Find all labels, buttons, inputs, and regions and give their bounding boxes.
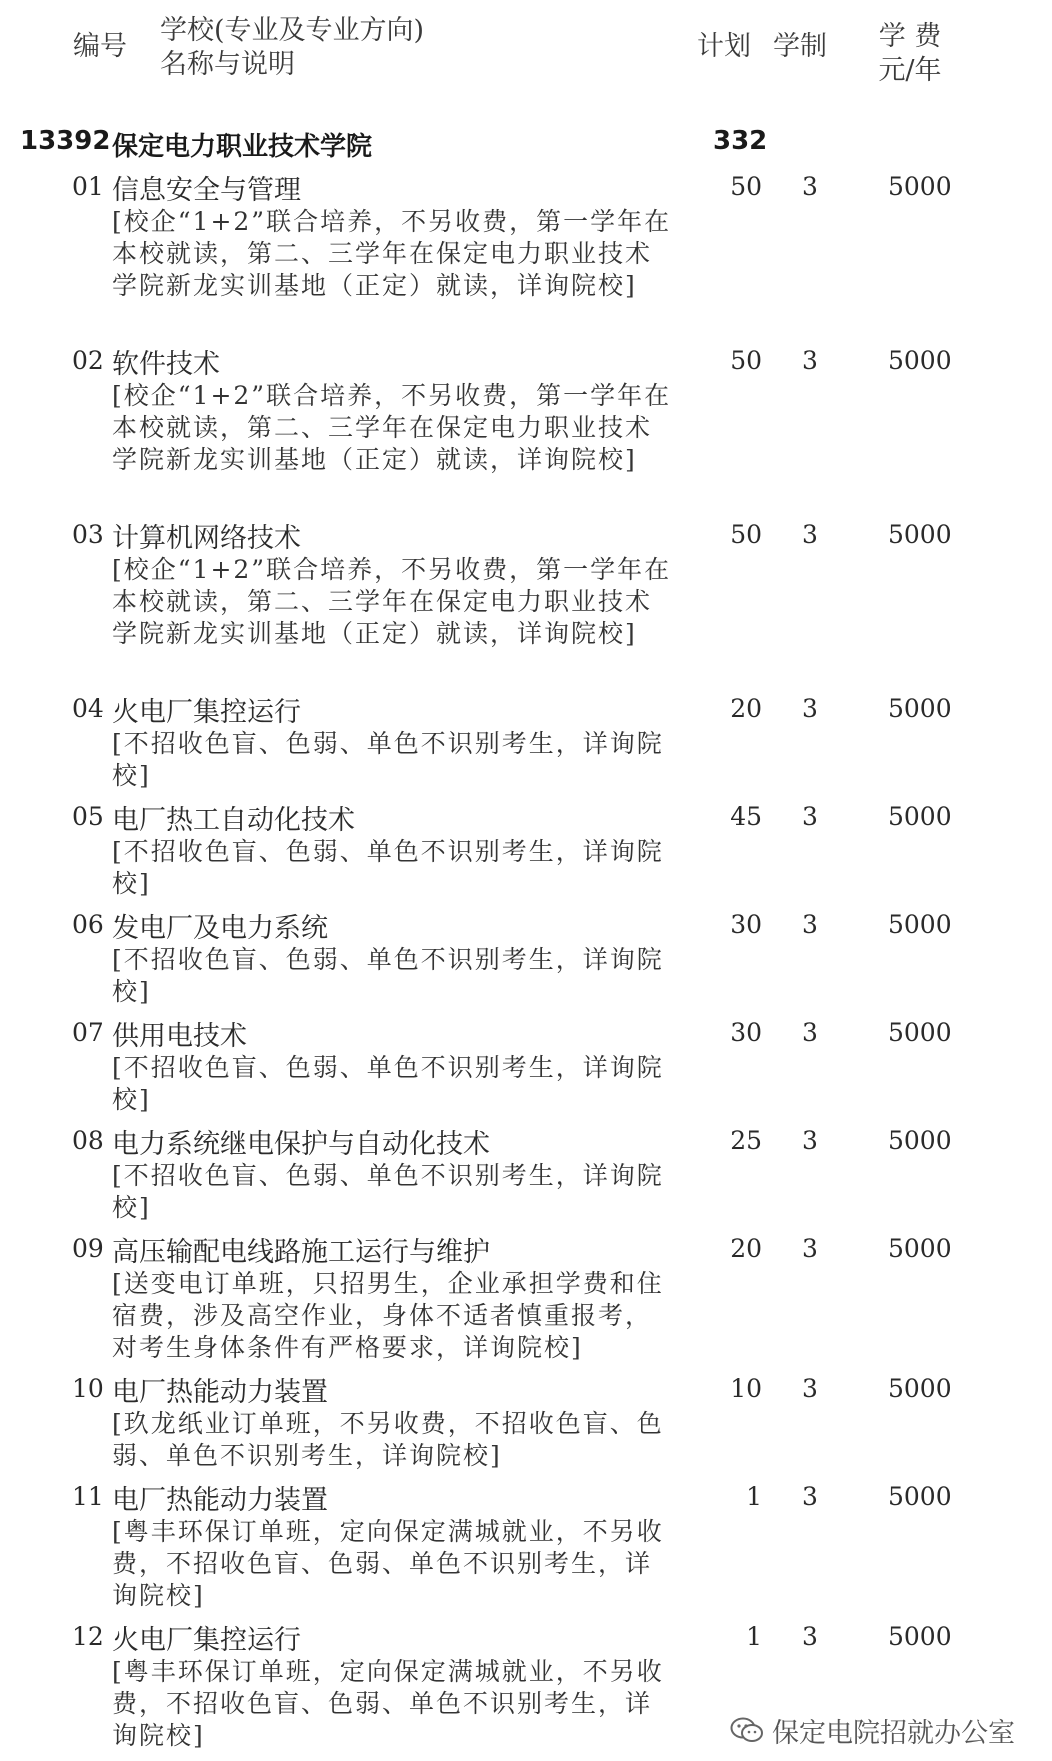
major-name: 电厂热能动力装置 [112, 1377, 328, 1408]
major-years: 3 [802, 1374, 818, 1403]
major-plan: 20 [730, 1234, 762, 1263]
major-name: 高压输配电线路施工运行与维护 [112, 1237, 490, 1268]
major-row [0, 1478, 1052, 1618]
major-plan: 25 [730, 1126, 762, 1155]
major-number: 07 [72, 1018, 104, 1047]
major-row [0, 1230, 1052, 1370]
header-plan: 计划 [697, 31, 751, 62]
major-fee: 5000 [888, 172, 952, 201]
major-years: 3 [802, 346, 818, 375]
major-row [0, 1122, 1052, 1230]
major-note: [送变电订单班，只招男生，企业承担学费和住宿费，涉及高空作业，身体不适者慎重报考，对考生身体条件有严格要求，详询院校] [112, 1269, 664, 1362]
major-years: 3 [802, 1622, 818, 1651]
major-plan: 50 [730, 520, 762, 549]
major-note: [不招收色盲、色弱、单色不识别考生，详询院校] [112, 1053, 664, 1114]
major-plan: 50 [730, 346, 762, 375]
major-number: 10 [72, 1374, 104, 1403]
major-plan: 20 [730, 694, 762, 723]
major-note: [不招收色盲、色弱、单色不识别考生，详询院校] [112, 945, 664, 1006]
major-note: [粤丰环保订单班，定向保定满城就业，不另收费，不招收色盲、色弱、单色不识别考生，详询院校] [112, 1517, 664, 1610]
major-number: 04 [72, 694, 104, 723]
major-plan: 45 [730, 802, 762, 831]
major-name: 电力系统继电保护与自动化技术 [112, 1129, 490, 1160]
header-code: 编号 [73, 31, 127, 62]
major-years: 3 [802, 694, 818, 723]
major-note: [玖龙纸业订单班，不另收费，不招收色盲、色弱、单色不识别考生，详询院校] [112, 1409, 664, 1470]
major-fee: 5000 [888, 1126, 952, 1155]
header-school-line1: 学校(专业及专业方向) [160, 15, 425, 46]
major-name: 发电厂及电力系统 [112, 913, 328, 944]
major-fee: 5000 [888, 694, 952, 723]
header-fee [872, 20, 948, 88]
major-name: 火电厂集控运行 [112, 697, 301, 728]
major-plan: 50 [730, 172, 762, 201]
major-fee: 5000 [888, 910, 952, 939]
watermark [730, 1710, 1015, 1750]
school-name: 保定电力职业技术学院 [112, 132, 373, 162]
table-header [0, 12, 1052, 102]
major-name: 软件技术 [112, 349, 220, 380]
major-number: 12 [72, 1622, 104, 1651]
major-number: 01 [72, 172, 104, 201]
major-name: 供用电技术 [112, 1021, 247, 1052]
major-name: 计算机网络技术 [112, 523, 301, 554]
header-fee-line1: 学 费 [878, 21, 942, 52]
wechat-icon [730, 1716, 764, 1744]
major-note: [不招收色盲、色弱、单色不识别考生，详询院校] [112, 1161, 664, 1222]
major-number: 06 [72, 910, 104, 939]
school-plan: 332 [713, 126, 768, 156]
major-number: 02 [72, 346, 104, 375]
major-fee: 5000 [888, 1374, 952, 1403]
major-row [0, 1014, 1052, 1122]
header-school-line2: 名称与说明 [160, 49, 295, 80]
major-plan: 1 [746, 1622, 762, 1651]
major-fee: 5000 [888, 1234, 952, 1263]
major-plan: 10 [730, 1374, 762, 1403]
major-name: 信息安全与管理 [112, 175, 301, 206]
major-years: 3 [802, 520, 818, 549]
major-number: 09 [72, 1234, 104, 1263]
major-row [0, 1370, 1052, 1478]
major-row [0, 516, 1052, 690]
major-fee: 5000 [888, 346, 952, 375]
major-list [0, 168, 1052, 1758]
major-row [0, 342, 1052, 516]
major-years: 3 [802, 802, 818, 831]
major-note: [校企“1+2”联合培养，不另收费，第一学年在本校就读，第二、三学年在保定电力职业技术学院新龙实训基地（正定）就读，详询院校] [112, 381, 672, 474]
major-fee: 5000 [888, 802, 952, 831]
header-years: 学制 [773, 31, 827, 62]
major-row [0, 798, 1052, 906]
header-school [160, 14, 424, 82]
major-row [0, 690, 1052, 798]
major-number: 08 [72, 1126, 104, 1155]
school-code: 13392 [20, 126, 111, 156]
major-name: 电厂热能动力装置 [112, 1485, 328, 1516]
major-note: [不招收色盲、色弱、单色不识别考生，详询院校] [112, 729, 664, 790]
major-number: 11 [72, 1482, 104, 1511]
major-row [0, 168, 1052, 342]
major-fee: 5000 [888, 1018, 952, 1047]
major-number: 03 [72, 520, 104, 549]
major-name: 电厂热工自动化技术 [112, 805, 355, 836]
major-note: [校企“1+2”联合培养，不另收费，第一学年在本校就读，第二、三学年在保定电力职业技术学院新龙实训基地（正定）就读，详询院校] [112, 555, 672, 648]
header-fee-line2: 元/年 [878, 55, 942, 86]
major-note: [粤丰环保订单班，定向保定满城就业，不另收费，不招收色盲、色弱、单色不识别考生，详询院校] [112, 1657, 664, 1750]
major-row [0, 906, 1052, 1014]
major-years: 3 [802, 1482, 818, 1511]
major-note: [校企“1+2”联合培养，不另收费，第一学年在本校就读，第二、三学年在保定电力职业技术学院新龙实训基地（正定）就读，详询院校] [112, 207, 672, 300]
major-name: 火电厂集控运行 [112, 1625, 301, 1656]
major-plan: 30 [730, 910, 762, 939]
major-note: [不招收色盲、色弱、单色不识别考生，详询院校] [112, 837, 664, 898]
major-fee: 5000 [888, 520, 952, 549]
school-row [0, 126, 1052, 162]
major-fee: 5000 [888, 1482, 952, 1511]
major-plan: 1 [746, 1482, 762, 1511]
major-years: 3 [802, 1234, 818, 1263]
major-years: 3 [802, 910, 818, 939]
watermark-text: 保定电院招就办公室 [772, 1717, 1015, 1749]
major-years: 3 [802, 172, 818, 201]
major-plan: 30 [730, 1018, 762, 1047]
major-number: 05 [72, 802, 104, 831]
major-years: 3 [802, 1018, 818, 1047]
major-fee: 5000 [888, 1622, 952, 1651]
major-years: 3 [802, 1126, 818, 1155]
